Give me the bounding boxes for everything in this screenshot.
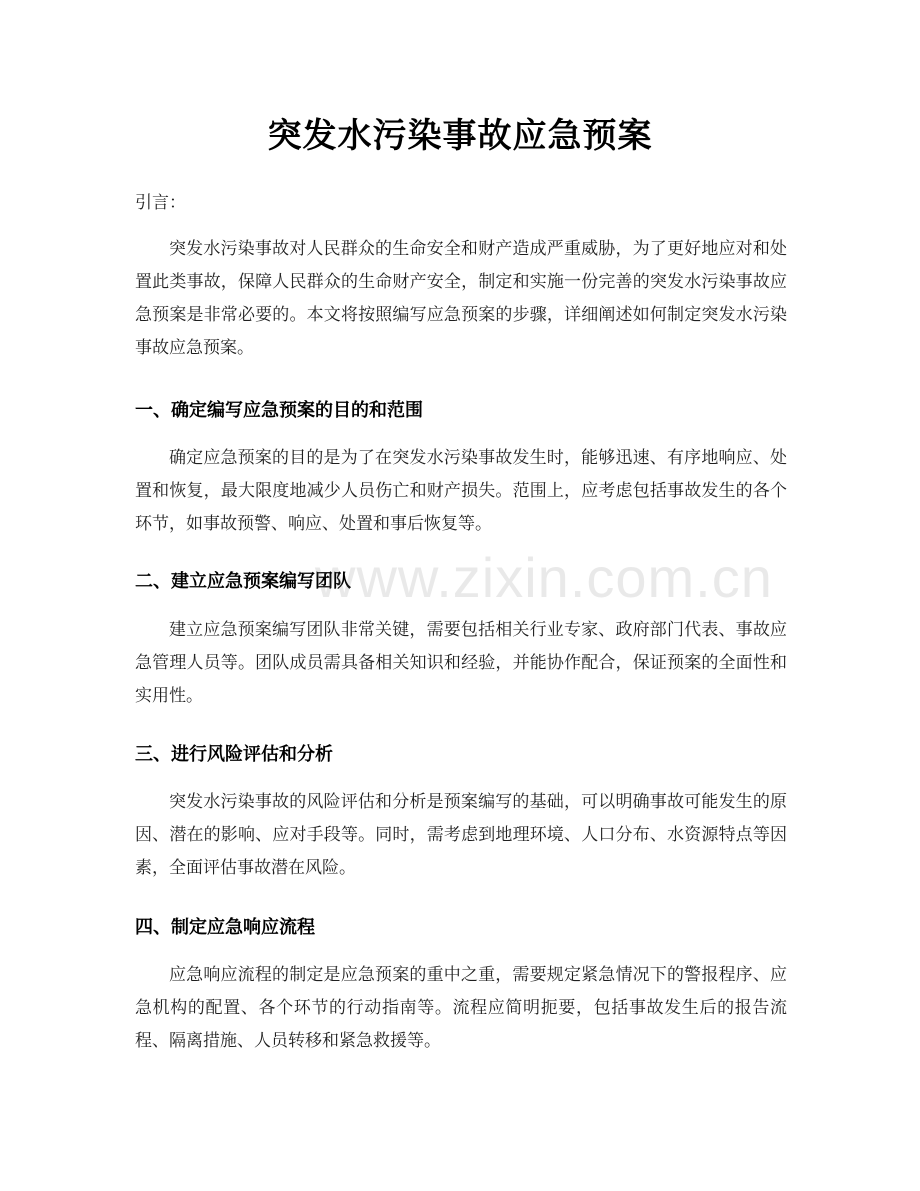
watermark-logo: www.zixin.com.cn [315,546,773,609]
section-body-4: 应急响应流程的制定是应急预案的重中之重，需要规定紧急情况下的警报程序、应急机构的配置、各个环节的行动指南等。流程应简明扼要，包括事故发生后的报告流程、隔离措施、人员转移和紧急救援等。 [135,965,787,1051]
section-heading-4: 四、制定应急响应流程 [135,917,315,938]
section-heading-3: 三、进行风险评估和分析 [135,744,333,765]
intro-paragraph: 突发水污染事故对人民群众的生命安全和财产造成严重威胁，为了更好地应对和处置此类事故，保障人民群众的生命财产安全，制定和实施一份完善的突发水污染事故应急预案是非常必要的。本文将按照编写应急预案的步骤，详细阐述如何制定突发水污染事故应急预案。 [135,239,787,358]
section-body-1: 确定应急预案的目的是为了在突发水污染事故发生时，能够迅速、有序地响应、处置和恢复，最大限度地减少人员伤亡和财产损失。范围上，应考虑包括事故发生的各个环节，如事故预警、响应、处置和事后恢复等。 [135,448,787,534]
page-title: 突发水污染事故应急预案 [267,116,653,156]
intro-label: 引言： [135,193,186,213]
section-heading-1: 一、确定编写应急预案的目的和范围 [135,400,423,421]
section-heading-2: 二、建立应急预案编写团队 [135,571,351,592]
section-body-3: 突发水污染事故的风险评估和分析是预案编写的基础，可以明确事故可能发生的原因、潜在的影响、应对手段等。同时，需考虑到地理环境、人口分布、水资源特点等因素，全面评估事故潜在风险。 [135,792,787,878]
section-body-2: 建立应急预案编写团队非常关键，需要包括相关行业专家、政府部门代表、事故应急管理人员等。团队成员需具备相关知识和经验，并能协作配合，保证预案的全面性和实用性。 [135,620,787,706]
